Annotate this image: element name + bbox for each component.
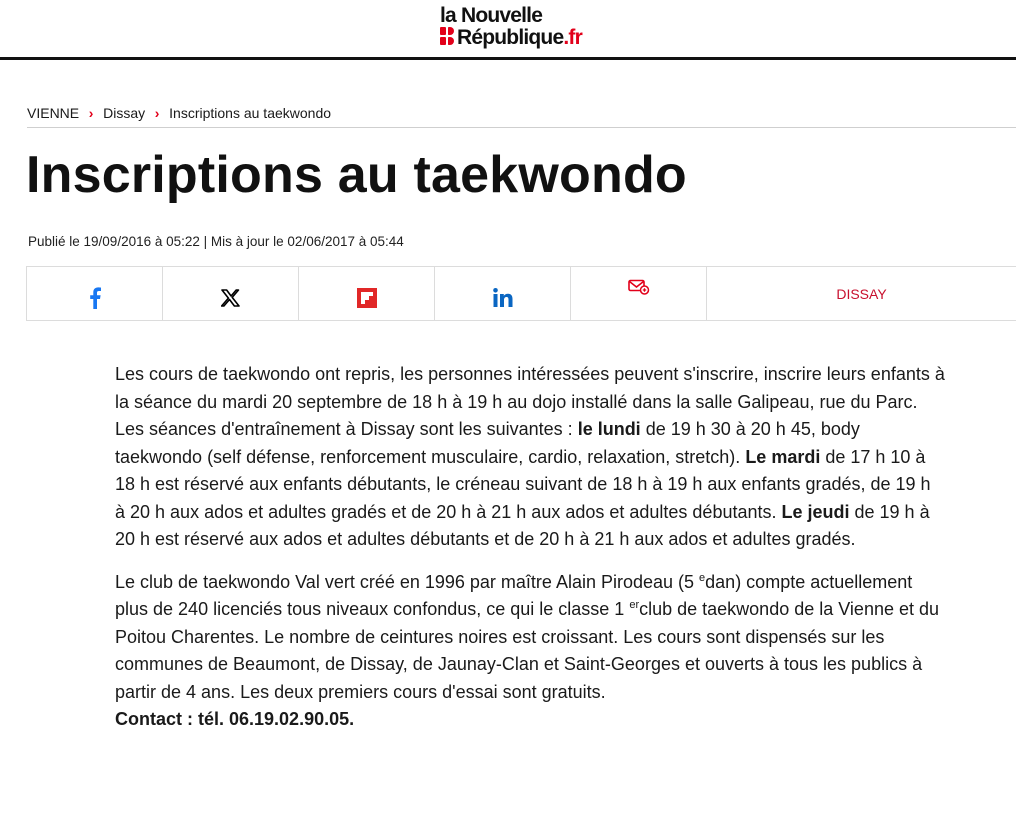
publish-meta: Publié le 19/09/2016 à 05:22 | Mis à jour le 02/06/2017 à 05:44	[28, 234, 404, 249]
logo-mark-icon	[440, 26, 455, 46]
paragraph: Les cours de taekwondo ont repris, les personnes intéressées peuvent s'inscrire, inscrire leurs enfants à la séance du mardi 20 septembre de 18 h à 19 h au dojo installé dans la salle Galipeau, rue du Parc.	[115, 364, 945, 412]
share-x-button[interactable]	[163, 267, 299, 320]
share-bar	[26, 266, 1016, 321]
page-title: Inscriptions au taekwondo	[26, 146, 687, 204]
chevron-right-icon: ›	[88, 105, 94, 121]
site-header	[0, 0, 1016, 60]
paragraph: Le club de taekwondo Val vert créé en 1996 par maître Alain Pirodeau (5 $^e$dan) compte actuellement plus de 240 licenciés tous niveaux confondus, ce qui le classe 1 $^{er}$club de taekwondo de la Vienne et du Poitou Charentes. Le nombre de ceintures noires est croissant. Les cours sont dispensés sur les communes de Beaumont, de Dissay, de Jaunay-Clan et Saint-Georges et ouverts à tous les publics à partir de 4 ans. Les deux premiers cours d'essai sont gratuits.	[115, 571, 940, 702]
facebook-icon	[89, 287, 101, 309]
breadcrumb-dissay[interactable]: Dissay	[103, 105, 146, 121]
email-icon	[628, 279, 650, 295]
contact-line: Contact : tél. 06.19.02.90.05.	[115, 709, 355, 729]
logo-wordmark: République	[457, 26, 564, 49]
paragraph: Les séances d'entraînement à Dissay sont les suivantes : le lundi de 19 h 30 à 20 h 45, body taekwondo (self défense, renforcement musculaire, cardio, relaxation, stretch). Le mardi de 17 h 10 à 18 h est réservé aux enfants débutants, le créneau suivant de 18 h à 19 h aux enfants gradés, de 19 h à 20 h aux ados et adultes gradés et de 20 h à 21 h aux ados et adultes débutants. Le jeudi de 19 h à 20 h est réservé aux ados et adultes débutants et de 20 h à 21 h aux ados et adultes gradés.	[115, 419, 931, 549]
breadcrumb-current[interactable]: Inscriptions au taekwondo	[169, 105, 332, 121]
chevron-right-icon: ›	[154, 105, 160, 121]
tag-dissay-link[interactable]: DISSAY	[836, 285, 887, 302]
share-linkedin-button[interactable]	[435, 267, 571, 320]
linkedin-icon	[493, 288, 513, 307]
flipboard-icon	[357, 288, 377, 308]
x-icon	[221, 289, 240, 307]
share-email-button[interactable]	[571, 267, 707, 320]
article-body	[115, 361, 945, 734]
breadcrumb-vienne[interactable]: VIENNE	[27, 105, 80, 121]
logo-line1: la Nouvelle	[440, 4, 543, 27]
logo-tld: .fr	[563, 26, 582, 49]
breadcrumb	[27, 100, 1016, 128]
share-flipboard-button[interactable]	[299, 267, 435, 320]
logo-line2	[440, 26, 582, 50]
share-facebook-button[interactable]	[27, 267, 163, 320]
site-logo[interactable]	[440, 4, 615, 52]
